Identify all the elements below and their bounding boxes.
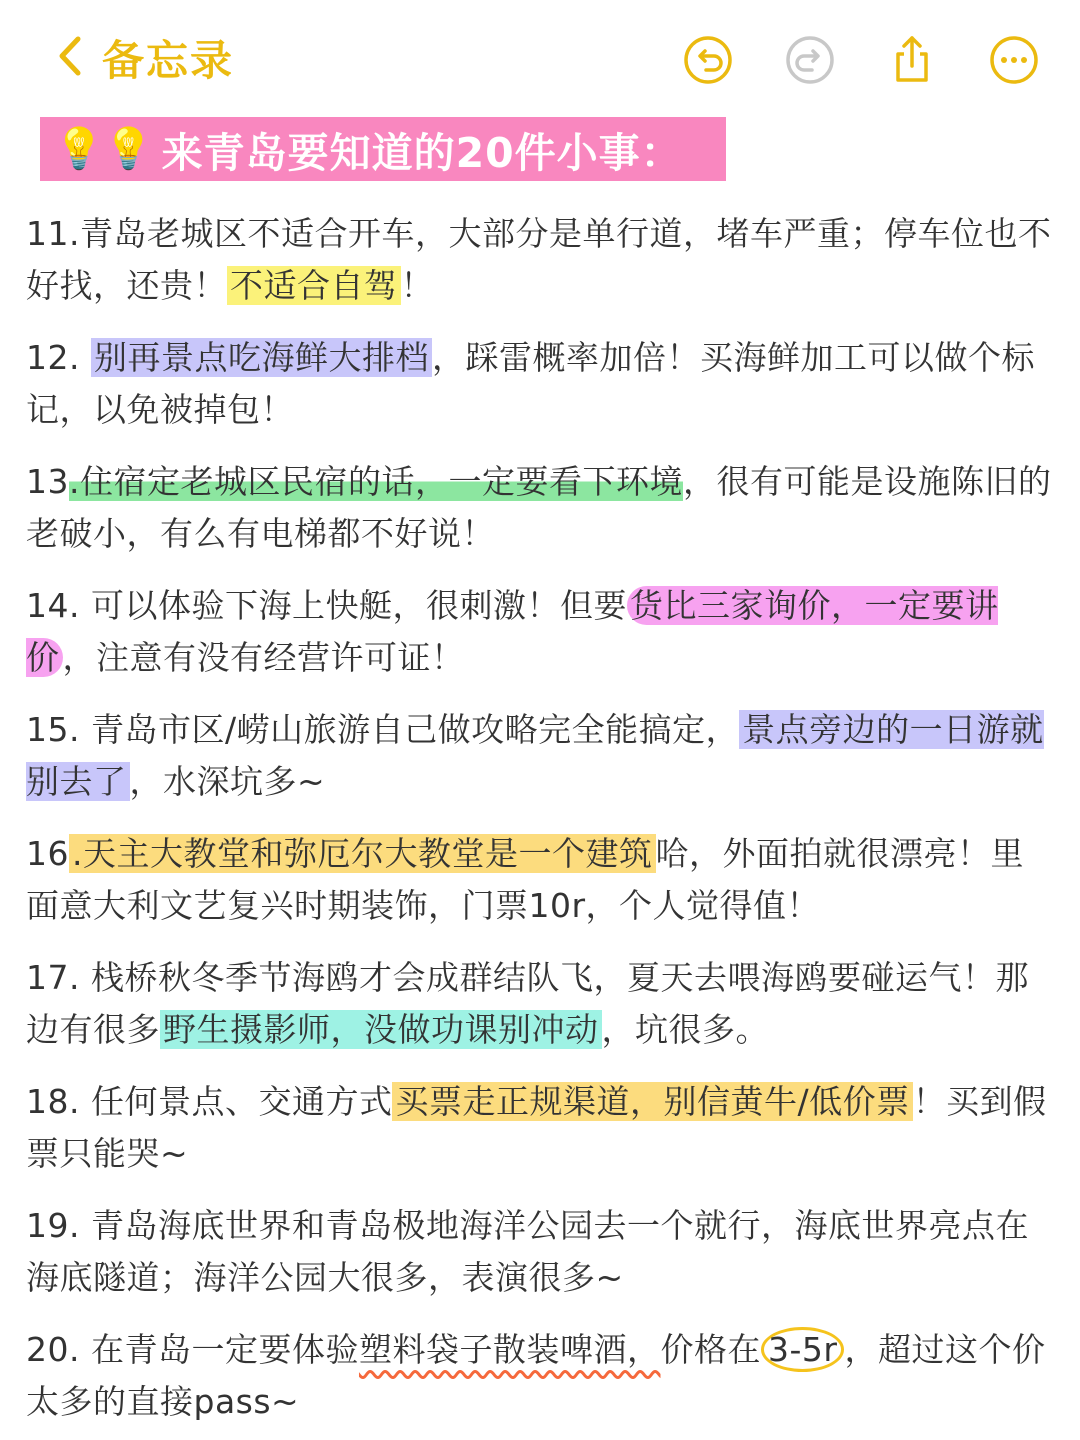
tip-11: 11.青岛老城区不适合开车，大部分是单行道，堵车严重；停车位也不好找，还贵！不适合自驾！ [26, 214, 1052, 305]
highlight: .天主大教堂和弥厄尔大教堂是一个建筑 [69, 834, 656, 873]
highlight: 别再景点吃海鲜大排档 [91, 338, 432, 377]
share-icon[interactable] [886, 34, 938, 86]
tip-14: 14. 可以体验下海上快艇，很刺激！但要货比三家询价，一定要讲价，注意有没有经营许可证！ [26, 586, 999, 677]
lightbulb-icon: 💡💡 [54, 126, 154, 172]
note-title-text: 来青岛要知道的20件小事： [161, 128, 683, 177]
circled-text: 3-5r [761, 1327, 844, 1372]
back-button[interactable] [52, 28, 234, 88]
more-icon[interactable] [988, 34, 1040, 86]
note-title [40, 117, 726, 181]
tip-20: 20. 在青岛一定要体验塑料袋子散装啤酒，价格在 3-5r ，超过这个价太多的直接pass~ [26, 1324, 1056, 1428]
redo-icon[interactable] [784, 34, 836, 86]
top-nav-bar [0, 0, 1080, 110]
highlight: 货比三家询价，一定要讲价 [26, 586, 999, 677]
highlight: .住宿定老城区民宿的话，一定要看下环境 [69, 462, 683, 501]
back-label: 备忘录 [102, 36, 235, 85]
highlight: 买票走正规渠道，别信黄牛/低价票 [392, 1082, 912, 1121]
tip-16: 16.天主大教堂和弥厄尔大教堂是一个建筑哈，外面拍就很漂亮！里面意大利文艺复兴时期装饰，门票10r，个人觉得值！ [26, 834, 1024, 925]
undo-icon[interactable] [682, 34, 734, 86]
tip-13: 13.住宿定老城区民宿的话，一定要看下环境，很有可能是设施陈旧的老破小，有么有电梯都不好说！ [26, 462, 1052, 553]
tip-12: 12. 别再景点吃海鲜大排档，踩雷概率加倍！买海鲜加工可以做个标记，以免被掉包！ [26, 338, 1035, 429]
chevron-left-icon [52, 31, 88, 85]
tip-17: 17. 栈桥秋冬季节海鸥才会成群结队飞，夏天去喂海鸥要碰运气！那边有很多野生摄影师，没做功课别冲动，坑很多。 [26, 958, 1029, 1049]
wavy-underline: 塑料袋子散装啤酒， [358, 1330, 661, 1369]
tip-18: 18. 任何景点、交通方式买票走正规渠道，别信黄牛/低价票！买到假票只能哭~ [26, 1082, 1047, 1173]
tips-list [26, 208, 1056, 1440]
highlight: 野生摄影师，没做功课别冲动 [160, 1010, 602, 1049]
highlight: 景点旁边的一日游就别去了 [26, 710, 1044, 801]
highlight: 不适合自驾 [227, 266, 401, 305]
tip-19: 19. 青岛海底世界和青岛极地海洋公园去一个就行，海底世界亮点在海底隧道；海洋公园大很多，表演很多~ [26, 1206, 1029, 1297]
tip-15: 15. 青岛市区/崂山旅游自己做攻略完全能搞定，景点旁边的一日游就别去了，水深坑多~ [26, 710, 1044, 801]
